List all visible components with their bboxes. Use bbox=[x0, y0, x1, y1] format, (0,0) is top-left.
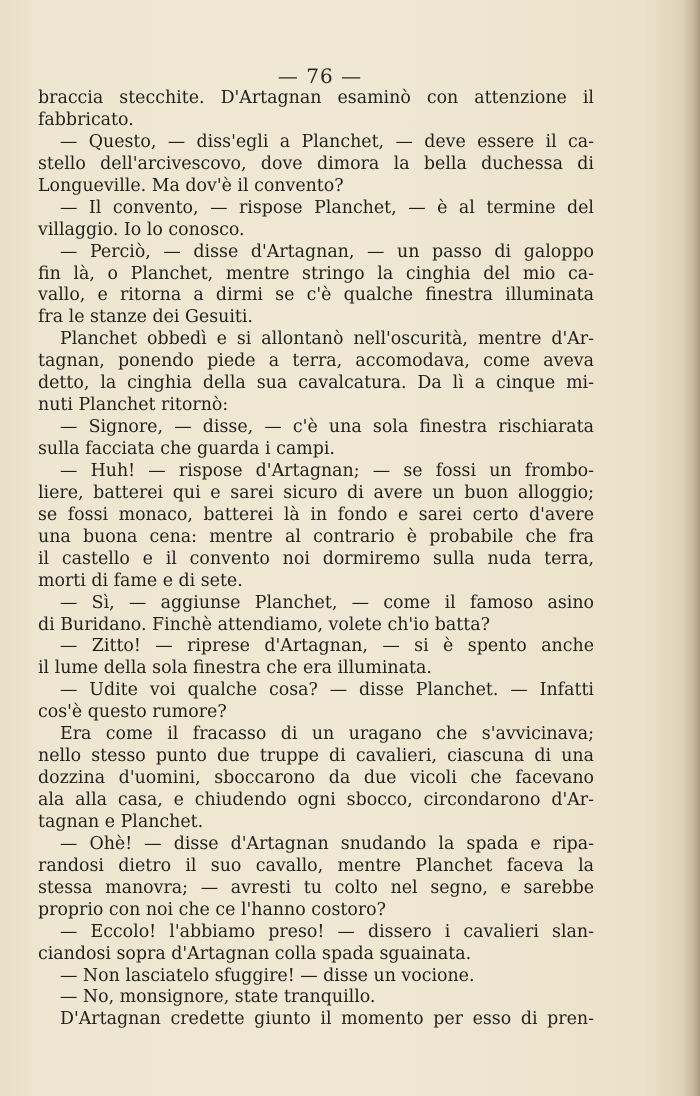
text-line: vallo, e ritorna a dirmi se c'è qualche finestra illuminata bbox=[38, 285, 594, 306]
text-line: il castello e il convento noi dormiremo sulla nuda terra, bbox=[38, 548, 594, 569]
text-line: cos'è questo rumore? bbox=[38, 702, 227, 723]
text-line: randosi dietro il suo cavallo, mentre Planchet faceva la bbox=[38, 855, 594, 876]
body-text bbox=[38, 88, 594, 1031]
text-line: una buona cena: mentre al contrario è probabile che fra bbox=[38, 526, 594, 547]
text-line: proprio con noi che ce l'hanno costoro? bbox=[38, 899, 386, 920]
text-line: — No, monsignore, state tranquillo. bbox=[60, 987, 376, 1008]
text-line: tagnan, ponendo piede a terra, accomodava, come aveva bbox=[38, 351, 594, 372]
text-line: — Signore, — disse, — c'è una sola finestra rischiarata bbox=[60, 417, 594, 438]
text-line: ala alla casa, e chiudendo ogni sbocco, circondarono d'Ar- bbox=[38, 790, 594, 810]
text-line: — Ohè! — disse d'Artagnan snudando la spada e ripa- bbox=[60, 833, 594, 854]
text-line: — Huh! — rispose d'Artagnan; — se fossi un frombo- bbox=[60, 460, 594, 481]
text-line: — Non lasciatelo sfuggire! — disse un vocione. bbox=[60, 965, 475, 986]
text-line: sulla facciata che guarda i campi. bbox=[38, 439, 335, 459]
text-line: tagnan e Planchet. bbox=[38, 811, 204, 832]
text-line: villaggio. Io lo conosco. bbox=[38, 219, 245, 240]
text-line: — Udite voi qualche cosa? — disse Planchet. — Infatti bbox=[60, 680, 594, 701]
text-line: se fossi monaco, batterei là in fondo e sarei certo d'avere bbox=[38, 504, 594, 525]
page-edge-shadow bbox=[682, 0, 700, 1096]
text-line: morti di fame e di sete. bbox=[38, 570, 243, 591]
text-line: fin là, o Planchet, mentre stringo la cinghia del mio ca- bbox=[38, 263, 594, 284]
text-line: — Sì, — aggiunse Planchet, — come il famoso asino bbox=[60, 592, 594, 613]
text-line: fabbricato. bbox=[38, 109, 134, 130]
text-line: nello stesso punto due truppe di cavalieri, ciascuna di una bbox=[38, 746, 594, 767]
text-line: Planchet obbedì e si allontanò nell'oscurità, mentre d'Ar- bbox=[60, 329, 594, 350]
text-line: stessa manovra; — avresti tu colto nel segno, e sarebbe bbox=[38, 877, 594, 898]
page-number: — 76 — bbox=[277, 64, 363, 88]
text-line: fra le stanze dei Gesuiti. bbox=[38, 307, 253, 328]
text-line: detto, la cinghia della sua cavalcatura. Da lì a cinque mi- bbox=[38, 373, 594, 394]
text-line: il lume della sola finestra che era illuminata. bbox=[38, 658, 432, 679]
text-line: Era come il fracasso di un uragano che s'avvicinava; bbox=[60, 724, 594, 745]
text-line: nuti Planchet ritornò: bbox=[38, 395, 229, 416]
text-line: — Zitto! — riprese d'Artagnan, — si è spento anche bbox=[60, 636, 594, 657]
text-line: di Buridano. Finchè attendiamo, volete ch'io batta? bbox=[38, 614, 490, 635]
text-line: stello dell'arcivescovo, dove dimora la bella duchessa di bbox=[38, 153, 594, 174]
text-line: Longueville. Ma dov'è il convento? bbox=[38, 175, 344, 196]
text-line: ciandosi sopra d'Artagnan colla spada sguainata. bbox=[38, 943, 472, 964]
text-line: — Il convento, — rispose Planchet, — è al termine del bbox=[60, 197, 594, 218]
text-line: — Eccolo! l'abbiamo preso! — dissero i cavalieri slan- bbox=[60, 921, 594, 942]
text-line: liere, batterei qui e sarei sicuro di avere un buon alloggio; bbox=[38, 482, 594, 503]
text-line: — Perciò, — disse d'Artagnan, — un passo di galoppo bbox=[60, 241, 594, 262]
text-line: D'Artagnan credette giunto il momento per esso di pren- bbox=[60, 1009, 594, 1030]
text-line: braccia stecchite. D'Artagnan esaminò con attenzione il bbox=[38, 88, 594, 108]
text-line: — Questo, — diss'egli a Planchet, — deve essere il ca- bbox=[60, 131, 594, 152]
text-line: dozzina d'uomini, sboccarono da due vicoli che facevano bbox=[38, 768, 594, 789]
